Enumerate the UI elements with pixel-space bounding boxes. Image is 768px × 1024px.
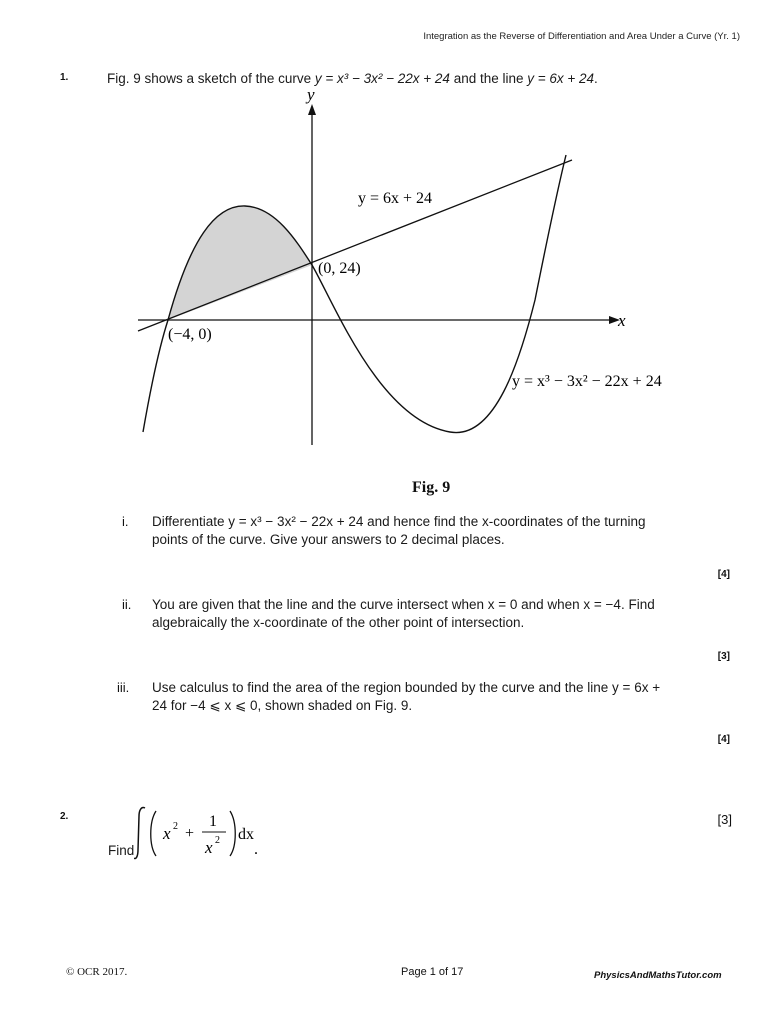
part-ii-mark: [3] (717, 651, 730, 662)
fraction-numerator: 1 (209, 813, 217, 830)
footer-copyright: © OCR 2017. (66, 966, 128, 978)
page-header: Integration as the Reverse of Differentiation and Area Under a Curve (Yr. 1) (423, 31, 740, 42)
part-i-label: i. (122, 514, 129, 529)
integrand-x-exponent: 2 (173, 821, 178, 832)
curve-label: y = x³ − 3x² − 22x + 24 (512, 373, 662, 390)
part-iii-line-2: 24 for −4 ⩽ x ⩽ 0, shown shaded on Fig. 9. (152, 698, 413, 713)
part-iii-line-1: Use calculus to find the area of the region bounded by the curve and the line y = 6x + (152, 680, 661, 695)
point-minus4-0-label: (−4, 0) (168, 326, 212, 343)
intro-text-c: . (594, 71, 598, 86)
question-1-number: 1. (60, 72, 69, 83)
footer-site: PhysicsAndMathsTutor.com (594, 970, 722, 981)
question-2-mark: [3] (717, 812, 732, 827)
line-label: y = 6x + 24 (358, 190, 433, 207)
part-iii-text (152, 679, 660, 715)
part-ii-label: ii. (122, 597, 132, 612)
question-2-find: Find (108, 843, 135, 858)
x-axis-label: x (618, 311, 626, 330)
integral-dx: dx (238, 826, 254, 843)
part-i-text (152, 513, 646, 549)
open-paren (151, 811, 156, 856)
part-ii-text (152, 596, 655, 632)
part-ii-line-1: You are given that the line and the curve intersect when x = 0 and when x = −4. Find (152, 597, 655, 612)
part-iii-label: iii. (117, 680, 130, 695)
integrand-plus: + (185, 825, 195, 842)
line-equation: y = 6x + 24 (527, 71, 595, 86)
shaded-region (168, 206, 312, 320)
part-ii-line-2: algebraically the x-coordinate of the other point of intersection. (152, 615, 525, 630)
y-axis-arrow (308, 104, 316, 115)
point-0-24-label: (0, 24) (318, 260, 361, 277)
curve-equation: y = x³ − 3x² − 22x + 24 (314, 71, 450, 86)
intro-text-a: Fig. 9 shows a sketch of the curve (107, 71, 315, 86)
fraction-denominator-exponent: 2 (215, 835, 220, 846)
integrand-x: x (163, 824, 171, 843)
integral-period: . (254, 841, 258, 858)
part-i-line-1: Differentiate y = x³ − 3x² − 22x + 24 and hence find the x-coordinates of the turning (152, 514, 646, 529)
close-paren (230, 811, 235, 856)
integral-expression (134, 802, 264, 864)
intro-text-b: and the line (449, 71, 528, 86)
fraction-denominator-x: x (205, 838, 213, 857)
question-2-number: 2. (60, 811, 69, 822)
y-axis-label: y (307, 85, 315, 104)
footer-page-number: Page 1 of 17 (401, 966, 464, 978)
part-iii-mark: [4] (717, 734, 730, 745)
part-i-line-2: points of the curve. Give your answers to 2 decimal places. (152, 532, 505, 547)
figure-caption: Fig. 9 (412, 479, 451, 496)
figure-9 (0, 0, 768, 500)
part-i-mark: [4] (717, 569, 730, 580)
integral-sign (134, 808, 145, 859)
